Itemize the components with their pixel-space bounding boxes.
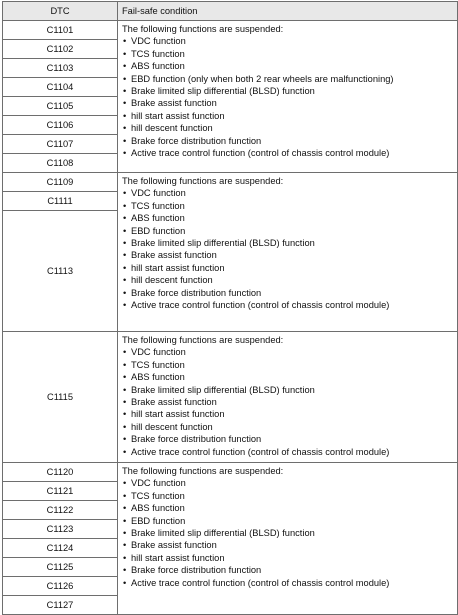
suspended-function-item: • Brake force distribution function xyxy=(122,433,453,445)
suspended-function-item: • EBD function (only when both 2 rear wheels are malfunctioning) xyxy=(122,73,453,85)
dtc-code: C1127 xyxy=(3,596,118,615)
table-row xyxy=(3,173,458,192)
suspended-function-item: • TCS function xyxy=(122,48,453,60)
suspended-function-item: • hill descent function xyxy=(122,122,453,134)
dtc-code: C1105 xyxy=(3,97,118,116)
suspended-function-list xyxy=(122,346,453,458)
suspended-function-item: • Brake limited slip differential (BLSD) function xyxy=(122,237,453,249)
suspended-function-item: • Brake limited slip differential (BLSD) function xyxy=(122,384,453,396)
suspended-function-item: • hill start assist function xyxy=(122,408,453,420)
suspended-function-item: • EBD function xyxy=(122,515,453,527)
dtc-code: C1121 xyxy=(3,482,118,501)
suspended-function-item: • hill start assist function xyxy=(122,262,453,274)
suspended-function-list xyxy=(122,35,453,159)
condition-intro: The following functions are suspended: xyxy=(122,335,284,345)
suspended-function-item: • VDC function xyxy=(122,346,453,358)
suspended-function-item: • hill start assist function xyxy=(122,110,453,122)
condition-intro: The following functions are suspended: xyxy=(122,176,284,186)
dtc-code: C1107 xyxy=(3,135,118,154)
fail-safe-condition xyxy=(118,463,458,615)
suspended-function-item: • Brake limited slip differential (BLSD) function xyxy=(122,85,453,97)
fail-safe-condition xyxy=(118,173,458,332)
suspended-function-item: • hill start assist function xyxy=(122,552,453,564)
suspended-function-item: • VDC function xyxy=(122,187,453,199)
suspended-function-item: • Brake assist function xyxy=(122,97,453,109)
dtc-code: C1108 xyxy=(3,154,118,173)
dtc-code: C1103 xyxy=(3,59,118,78)
dtc-column-header: DTC xyxy=(3,2,118,21)
dtc-code: C1123 xyxy=(3,520,118,539)
condition-intro: The following functions are suspended: xyxy=(122,466,284,476)
fail-safe-condition xyxy=(118,21,458,173)
fail-safe-condition xyxy=(118,332,458,463)
dtc-code: C1106 xyxy=(3,116,118,135)
suspended-function-item: • VDC function xyxy=(122,35,453,47)
suspended-function-item: • TCS function xyxy=(122,200,453,212)
suspended-function-item: • hill descent function xyxy=(122,421,453,433)
suspended-function-item: • hill descent function xyxy=(122,274,453,286)
suspended-function-list xyxy=(122,187,453,311)
dtc-code: C1125 xyxy=(3,558,118,577)
suspended-function-item: • Brake assist function xyxy=(122,396,453,408)
suspended-function-item: • ABS function xyxy=(122,212,453,224)
dtc-code: C1113 xyxy=(3,211,118,332)
table-body xyxy=(3,21,458,615)
dtc-code: C1115 xyxy=(3,332,118,463)
table-row xyxy=(3,463,458,482)
dtc-code: C1102 xyxy=(3,40,118,59)
suspended-function-item: • Brake force distribution function xyxy=(122,287,453,299)
condition-column-header: Fail-safe condition xyxy=(118,2,458,21)
suspended-function-item: • Brake assist function xyxy=(122,249,453,261)
dtc-code: C1120 xyxy=(3,463,118,482)
suspended-function-item: • Brake force distribution function xyxy=(122,135,453,147)
suspended-function-item: • VDC function xyxy=(122,477,453,489)
suspended-function-item: • ABS function xyxy=(122,371,453,383)
suspended-function-item: • TCS function xyxy=(122,359,453,371)
suspended-function-item: • Active trace control function (control of chassis control module) xyxy=(122,446,453,458)
dtc-code: C1111 xyxy=(3,192,118,211)
dtc-code: C1124 xyxy=(3,539,118,558)
suspended-function-item: • Brake assist function xyxy=(122,539,453,551)
suspended-function-item: • TCS function xyxy=(122,490,453,502)
header-row xyxy=(3,2,458,21)
table-row xyxy=(3,21,458,40)
dtc-code: C1126 xyxy=(3,577,118,596)
suspended-function-item: • Active trace control function (control of chassis control module) xyxy=(122,147,453,159)
suspended-function-item: • Brake limited slip differential (BLSD) function xyxy=(122,527,453,539)
suspended-function-item: • Active trace control function (control of chassis control module) xyxy=(122,577,453,589)
dtc-code: C1122 xyxy=(3,501,118,520)
suspended-function-item: • Active trace control function (control of chassis control module) xyxy=(122,299,453,311)
dtc-code: C1104 xyxy=(3,78,118,97)
fail-safe-table xyxy=(2,1,458,615)
dtc-code: C1101 xyxy=(3,21,118,40)
suspended-function-item: • Brake force distribution function xyxy=(122,564,453,576)
suspended-function-item: • ABS function xyxy=(122,60,453,72)
dtc-code: C1109 xyxy=(3,173,118,192)
suspended-function-item: • EBD function xyxy=(122,225,453,237)
suspended-function-item: • ABS function xyxy=(122,502,453,514)
condition-intro: The following functions are suspended: xyxy=(122,24,284,34)
suspended-function-list xyxy=(122,477,453,589)
table-row xyxy=(3,332,458,463)
